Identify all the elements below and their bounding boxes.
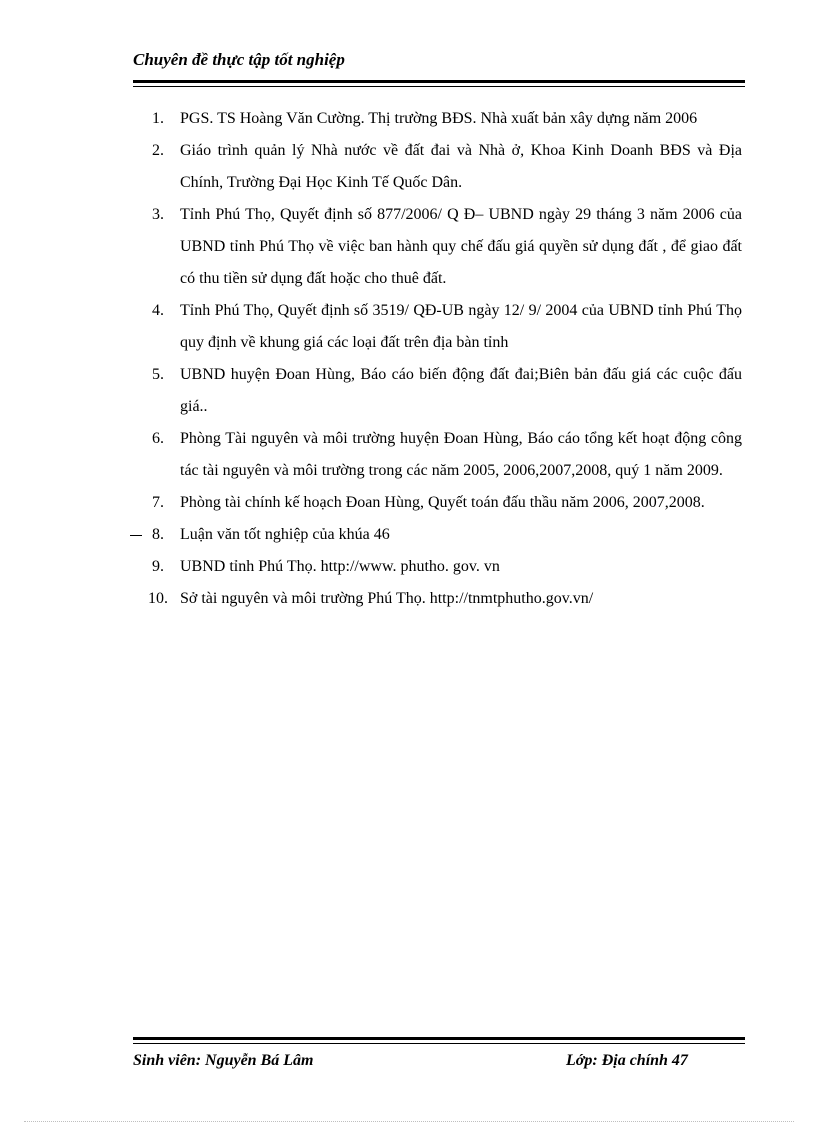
reference-item	[152, 551, 742, 583]
reference-item	[152, 359, 742, 423]
reference-item	[152, 423, 742, 487]
footer-class-name: Lớp: Địa chính 47	[566, 1052, 688, 1069]
reference-text: UBND huyện Đoan Hùng, Báo cáo biến động đất đai;Biên bản đấu giá các cuộc đấu giá..	[180, 366, 742, 415]
reference-text: Sở tài nguyên và môi trường Phú Thọ. http://tnmtphutho.gov.vn/	[180, 590, 594, 607]
reference-number: 4.	[152, 302, 164, 319]
reference-number: 10.	[148, 590, 168, 607]
reference-item	[152, 295, 742, 359]
reference-text: Tỉnh Phú Thọ, Quyết định số 3519/ QĐ-UB ngày 12/ 9/ 2004 của UBND tỉnh Phú Thọ quy định về khung giá các loại đất trên địa bàn tỉnh	[180, 302, 742, 351]
reference-text: Luận văn tốt nghiệp của khúa 46	[180, 526, 390, 543]
reference-item	[152, 103, 742, 135]
reference-number: 6.	[152, 430, 164, 447]
page-bottom-edge	[24, 1121, 794, 1122]
reference-number: 9.	[152, 558, 164, 575]
header-divider	[133, 80, 745, 87]
reference-number: 3.	[152, 206, 164, 223]
reference-text: Giáo trình quản lý Nhà nước về đất đai và Nhà ở, Khoa Kinh Doanh BĐS và Địa Chính, Trường Đại Học Kinh Tế Quốc Dân.	[180, 142, 742, 191]
reference-text: Tỉnh Phú Thọ, Quyết định số 877/2006/ Q Đ– UBND ngày 29 tháng 3 năm 2006 của UBND tỉnh Phú Thọ về việc ban hành quy chế đấu giá quyền sử dụng đất , để giao đất có thu tiền sử dụng đất hoặc cho thuê đất.	[180, 206, 742, 287]
reference-number: 2.	[152, 142, 164, 159]
reference-text: Phòng Tài nguyên và môi trường huyện Đoan Hùng, Báo cáo tổng kết hoạt động công tác tài nguyên và môi trường trong các năm 2005, 2006,2007,2008, quý 1 năm 2009.	[180, 430, 742, 479]
footer-divider	[133, 1037, 745, 1044]
reference-number: 5.	[152, 366, 164, 383]
reference-item	[152, 519, 742, 551]
reference-text: PGS. TS Hoàng Văn Cường. Thị trường BĐS. Nhà xuất bản xây dựng năm 2006	[180, 110, 698, 127]
reference-number: 7.	[152, 494, 164, 511]
reference-item	[152, 487, 742, 519]
reference-item	[148, 583, 742, 615]
reference-item	[152, 135, 742, 199]
reference-item	[152, 199, 742, 295]
footer-student-name: Sinh viên: Nguyễn Bá Lâm	[133, 1052, 314, 1069]
reference-number: 1.	[152, 110, 164, 127]
reference-text: UBND tỉnh Phú Thọ. http://www. phutho. gov. vn	[180, 558, 500, 575]
reference-list	[148, 103, 742, 615]
page-header-title: Chuyên đề thực tập tốt nghiệp	[133, 50, 345, 69]
reference-text: Phòng tài chính kế hoạch Đoan Hùng, Quyết toán đấu thầu năm 2006, 2007,2008.	[180, 494, 705, 511]
reference-number: 8.	[152, 526, 164, 543]
